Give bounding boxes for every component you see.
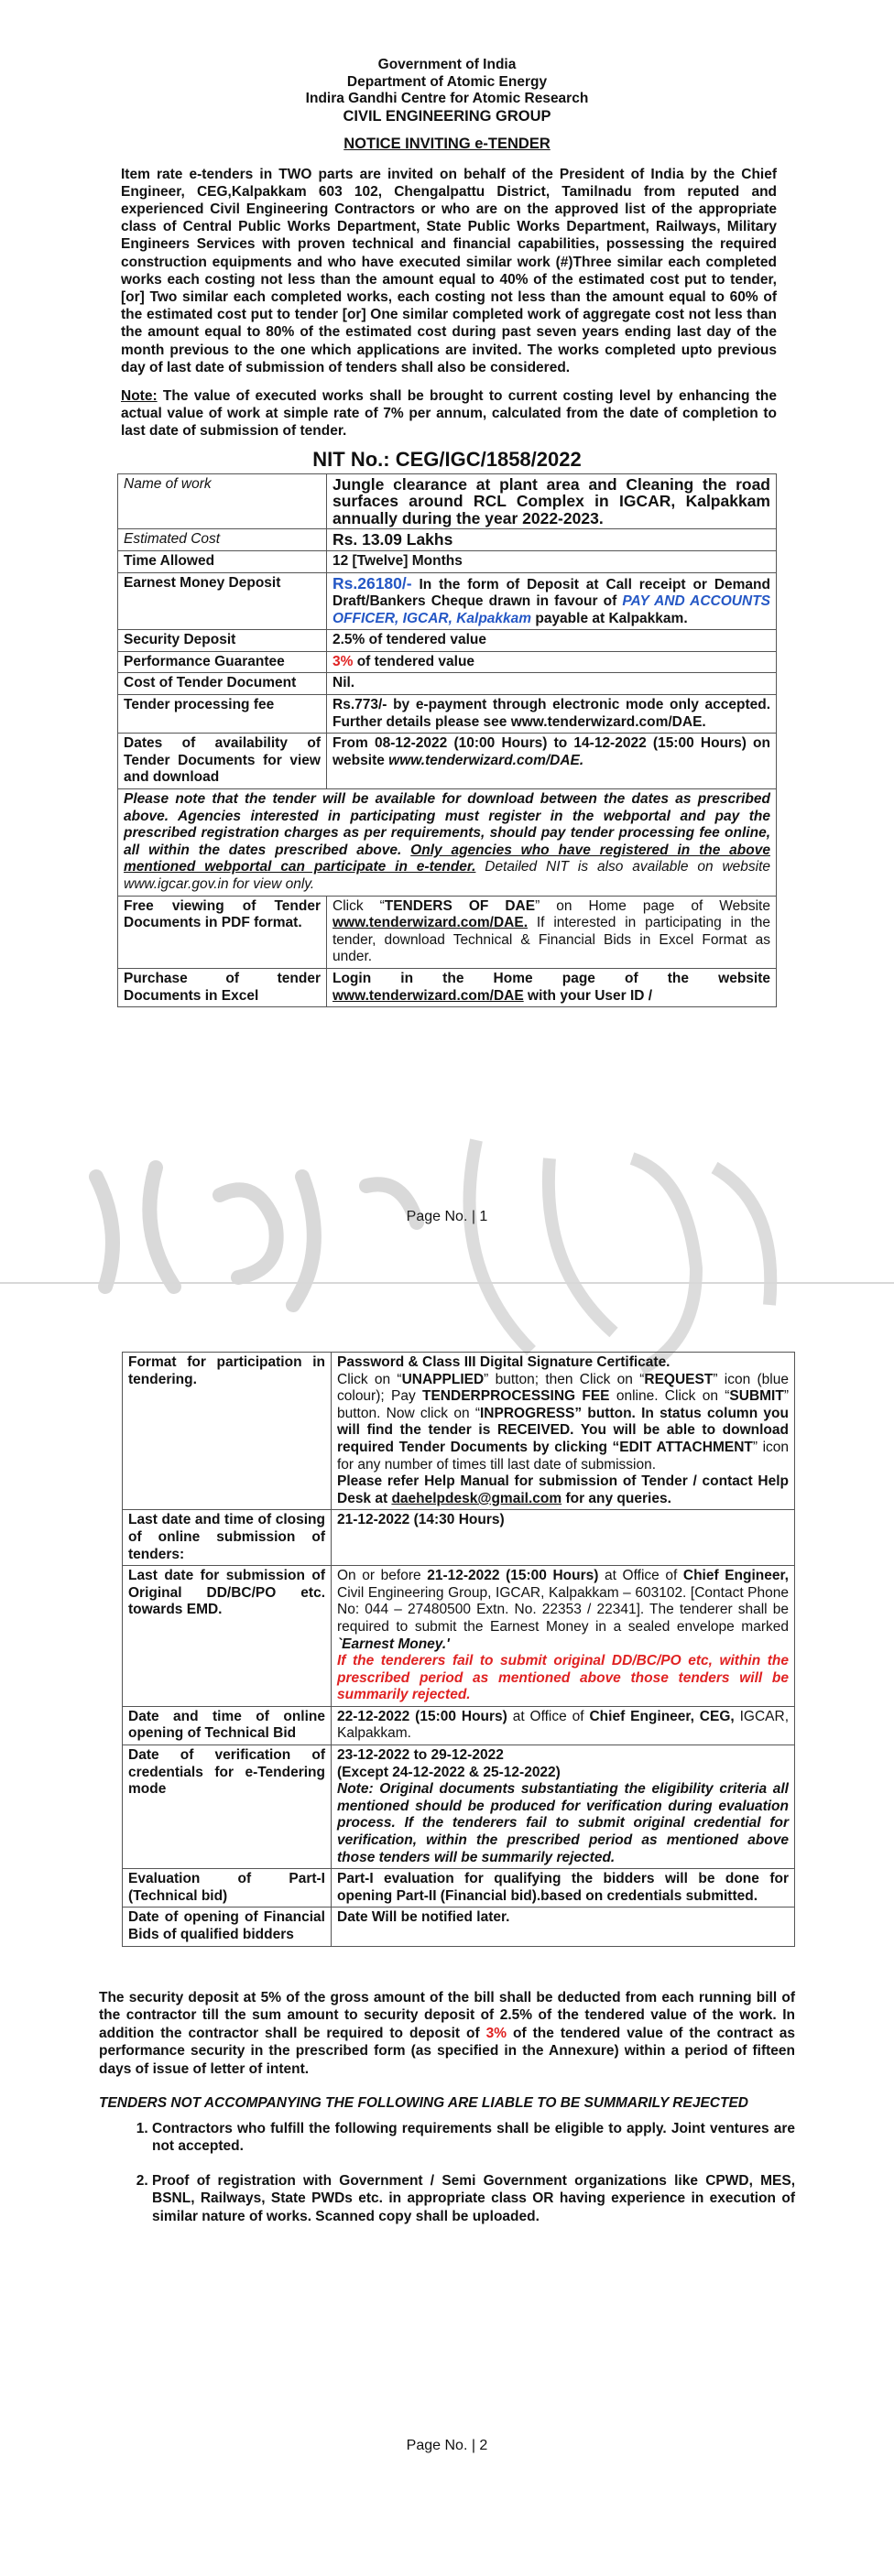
emd-amount: Rs.26180/- xyxy=(333,573,412,592)
table-row xyxy=(123,1869,795,1908)
verification-note: Note: Original documents substantiating the eligibility criteria all mentioned should be produced for verification during evaluation process. If the tenderers fail to submit original credential for verification, within the prescribed period as mentioned above those tenders will be summarily rejected. xyxy=(337,1781,789,1865)
fmt-a: Click on “ xyxy=(337,1371,402,1387)
note-paragraph xyxy=(121,387,777,440)
row-label: Date of opening of Financial Bids of qualified bidders xyxy=(123,1908,332,1946)
fmt-k: ” button. In status column you will find the tender is RECEIVED. You will be able to download required Tender Documents by clicking “ xyxy=(337,1405,789,1455)
fmt-e: ” icon (blue colour); Pay xyxy=(337,1371,789,1405)
header-line-centre: Indira Gandhi Centre for Atomic Research xyxy=(305,91,589,106)
open-a: 22-12-2022 (15:00 Hours) xyxy=(337,1708,507,1724)
row-label: Time Allowed xyxy=(118,550,327,572)
row-label: Date and time of online opening of Technical Bid xyxy=(123,1706,332,1745)
help-desk-email-link[interactable]: daehelpdesk@gmail.com xyxy=(391,1490,562,1506)
request-icon: REQUEST xyxy=(644,1371,714,1387)
sd-pct: 3% xyxy=(485,2025,507,2041)
security-deposit-value: 2.5% of tendered value xyxy=(327,630,777,652)
table-row xyxy=(123,1908,795,1946)
document-header xyxy=(117,57,777,153)
notice-text-1: Please note that the tender will be available for download between the dates as prescribed above. Agencies interested in participating must register in the webportal and pay the prescribed registration charges as per requirements, should pay tender processing fee online, all within the dates prescribed above. xyxy=(124,791,770,858)
verification-except: (Except 24-12-2022 & 25-12-2022) xyxy=(337,1764,561,1780)
free-viewing-mid: ” on Home page of Website xyxy=(535,897,770,914)
emd-text: In the form of Deposit at Call receipt or Demand Draft/Bankers Cheque drawn in favour of xyxy=(333,576,770,610)
row-label: Security Deposit xyxy=(118,630,327,652)
notice-text-2: Only agencies who have registered in the above mentioned webportal can participate in e-tender. xyxy=(124,842,770,875)
table-row xyxy=(118,529,777,551)
notice-text-3: Detailed NIT is also available on website www.igcar.gov.in for view only. xyxy=(124,859,770,893)
table-row xyxy=(123,1566,795,1707)
format-line-2 xyxy=(337,1372,789,1474)
table-row xyxy=(118,673,777,695)
table-row xyxy=(118,695,777,734)
page-divider xyxy=(0,1282,894,1284)
fmt-queries: for any queries. xyxy=(561,1490,671,1506)
table-row xyxy=(118,789,777,897)
requirements-list xyxy=(99,2120,795,2226)
dd-b: 21-12-2022 (15:00 Hours) xyxy=(427,1568,599,1584)
dd-e: Civil Engineering Group, IGCAR, Kalpakkam – 603102. [Contact Phone No: 044 – 27480500 Extn. No. 22353 / 22341]. The tenderer shall be required to submit the Earnest Money in a sealed envelope marked xyxy=(337,1584,789,1635)
dd-a: On or before xyxy=(337,1568,428,1584)
download-notice xyxy=(118,789,777,897)
time-allowed-value: 12 [Twelve] Months xyxy=(327,550,777,572)
note-label: Note: xyxy=(121,387,158,404)
name-of-work-value: Jungle clearance at plant area and Cleaning the road surfaces around RCL Complex in IGCAR, Kalpakkam annually during the year 2022-2023. xyxy=(327,473,777,529)
estimated-cost-value: Rs. 13.09 Lakhs xyxy=(327,529,777,551)
open-d: IGCAR, Kalpakkam. xyxy=(337,1708,789,1742)
table-row xyxy=(118,630,777,652)
submit-button: SUBMIT xyxy=(729,1388,784,1405)
closing-value: 21-12-2022 (14:30 Hours) xyxy=(332,1510,795,1566)
header-line-government: Government of India xyxy=(377,57,517,72)
availability-value xyxy=(327,734,777,789)
row-label: Evaluation of Part-I (Technical bid) xyxy=(123,1869,332,1908)
performance-guarantee-value xyxy=(327,651,777,673)
opening-value xyxy=(332,1706,795,1745)
row-label: Cost of Tender Document xyxy=(118,673,327,695)
open-b: at Office of xyxy=(507,1708,590,1724)
open-c: Chief Engineer, CEG, xyxy=(589,1708,735,1724)
table-row xyxy=(123,1706,795,1745)
header-line-group: CIVIL ENGINEERING GROUP xyxy=(343,107,551,125)
list-item: 1. Contractors who fulfill the following requirements shall be eligible to apply. Joint ventures are not accepted. xyxy=(152,2120,795,2156)
verification-dates: 23-12-2022 to 29-12-2022 xyxy=(337,1747,504,1764)
original-dd-value xyxy=(332,1566,795,1707)
intro-paragraph: Item rate e-tenders in TWO parts are invited on behalf of the President of India by the Chief Engineer, CEG,Kalpakkam 603 102, Chengalpattu District, Tamilnadu from reputed and experienced Civil Engineering Contractors or who are on the approved list of the appropriate class of Central Public Works Department, State Public Works Department, Railways, Military Engineers Services with proven technical and financial capabilities, possessing the required construction equipments and who have executed similar work (#)Three similar each completed works each costing not less than the amount equal to 40% of the estimated cost put to tender, [or] Two similar each completed works, each costing not less than the amount equal to 60% of the estimated cost put to tender [or] One similar completed work of aggregate cost not less than the amount equal to 80% of the estimated cost during past seven years ending last day of the month previous to the one which applications are invited. The works completed upto previous day of last date of submission of tenders shall also be considered. xyxy=(121,166,777,375)
purchase-value xyxy=(327,968,777,1006)
processing-fee-value: Rs.773/- by e-payment through electronic mode only accepted. Further details please see www.tenderwizard.com/DAE. xyxy=(327,695,777,734)
row-label: Name of work xyxy=(118,473,327,529)
performance-guarantee-text: of tendered value xyxy=(353,653,475,669)
row-label: Last date and time of closing of online submission of tenders: xyxy=(123,1510,332,1566)
table-row xyxy=(118,473,777,529)
table-row xyxy=(123,1353,795,1510)
dd-c: at Office of xyxy=(598,1568,683,1584)
dd-d: Chief Engineer, xyxy=(682,1568,789,1584)
row-label: Free viewing of Tender Documents in PDF format. xyxy=(118,896,327,968)
unapplied-button: UNAPPLIED xyxy=(401,1371,485,1387)
rejection-heading: TENDERS NOT ACCOMPANYING THE FOLLOWING ARE LIABLE TO BE SUMMARILY REJECTED xyxy=(99,2095,748,2112)
format-line-1: Password & Class III Digital Signature Certificate. xyxy=(337,1354,670,1370)
header-line-department: Department of Atomic Energy xyxy=(346,73,548,90)
evaluation-value: Part-I evaluation for qualifying the bidders will be done for opening Part-II (Financial bid).based on credentials submitted. xyxy=(332,1869,795,1908)
cost-of-document-value: Nil. xyxy=(327,673,777,695)
table-row xyxy=(123,1745,795,1869)
page-number: Page No. | 2 xyxy=(406,2438,488,2453)
fmt-i: ” button. Now click on “ xyxy=(337,1388,789,1421)
fmt-c: ” button; then Click on “ xyxy=(484,1371,645,1387)
availability-text: From 08-12-2022 (10:00 Hours) to 14-12-2022 (15:00 Hours) on website xyxy=(333,735,770,768)
format-value xyxy=(332,1353,795,1510)
dd-f: `Earnest Money.' xyxy=(337,1636,450,1652)
notice-title: NOTICE INVITING e-TENDER xyxy=(343,136,551,152)
fmt-help: Please refer Help Manual for submission of Tender / contact Help Desk at xyxy=(337,1473,789,1506)
performance-guarantee-percent: 3% xyxy=(333,653,354,669)
availability-site: www.tenderwizard.com/DAE. xyxy=(388,752,584,768)
free-viewing-post: If interested in participating in the tender, download Technical & Financial Bids in Excel Format as under. xyxy=(333,915,770,965)
tender-details-table-continued xyxy=(122,1352,795,1947)
dd-warning: If the tenderers fail to submit original DD/BC/PO etc, within the prescribed period as mentioned above those tenders will be summarily rejected. xyxy=(337,1653,789,1703)
table-row xyxy=(118,651,777,673)
row-label: Dates of availability of Tender Documents for view and download xyxy=(118,734,327,789)
tenderwizard-link[interactable]: www.tenderwizard.com/DAE. xyxy=(333,915,529,931)
nit-number: NIT No.: CEG/IGC/1858/2022 xyxy=(312,447,582,471)
note-text: The value of executed works shall be brought to current costing level by enhancing the actual value of work at simple rate of 7% per annum, calculated from the date of completion to last date of submission of tender. xyxy=(121,387,777,440)
table-row xyxy=(118,968,777,1006)
edit-attachment-icon: EDIT ATTACHMENT xyxy=(619,1439,753,1455)
tender-details-table xyxy=(117,473,777,1008)
emd-payee: PAY AND ACCOUNTS OFFICER, IGCAR, Kalpakkam xyxy=(333,593,770,626)
financial-value: Date Will be notified later. xyxy=(332,1908,795,1946)
inprogress-button: INPROGRESS xyxy=(479,1405,575,1421)
format-line-3 xyxy=(337,1473,789,1507)
table-row xyxy=(118,550,777,572)
row-label: Format for participation in tendering. xyxy=(123,1353,332,1510)
row-label: Last date for submission of Original DD/BC/PO etc. towards EMD. xyxy=(123,1566,332,1707)
row-label: Tender processing fee xyxy=(118,695,327,734)
page-1 xyxy=(0,0,894,1277)
processing-fee-label: TENDERPROCESSING FEE xyxy=(422,1388,610,1405)
sd-b: of the tendered value of the contract as performance security in the prescribed form (as specified in the Annexure) within a period of fifteen days of issue of letter of intent. xyxy=(99,2025,795,2077)
tenderwizard-link[interactable]: www.tenderwizard.com/DAE xyxy=(333,987,524,1004)
tenders-of-dae-link[interactable]: TENDERS OF DAE xyxy=(384,897,536,914)
row-label: Performance Guarantee xyxy=(118,651,327,673)
verification-value xyxy=(332,1745,795,1869)
table-row xyxy=(118,734,777,789)
list-item: 2. Proof of registration with Government / Semi Government organizations like CPWD, MES, BSNL, Railways, State PWDs etc. in appropriate class OR having experience in execution of similar nature of works. Scanned copy shall be uploaded. xyxy=(152,2172,795,2226)
free-viewing-value xyxy=(327,896,777,968)
emd-value xyxy=(327,572,777,630)
fmt-m: ” icon for any number of times till last date of submission. xyxy=(337,1439,790,1473)
row-label: Purchase of tender Documents in Excel xyxy=(118,968,327,1006)
emd-tail: payable at Kalpakkam. xyxy=(531,610,688,626)
row-label: Date of verification of credentials for e-Tendering mode xyxy=(123,1745,332,1869)
security-deposit-paragraph xyxy=(99,1989,795,2079)
purchase-pre: Login in the Home page of the website xyxy=(333,970,770,986)
table-row xyxy=(118,896,777,968)
page-2 xyxy=(0,1319,894,2576)
page-number: Page No. | 1 xyxy=(406,1209,488,1224)
table-row xyxy=(118,572,777,630)
fmt-g: online. Click on “ xyxy=(609,1388,730,1405)
purchase-post: with your User ID / xyxy=(523,987,653,1004)
free-viewing-pre: Click “ xyxy=(333,897,385,914)
row-label: Earnest Money Deposit xyxy=(118,572,327,630)
sd-a: The security deposit at 5% of the gross amount of the bill shall be deducted from each running bill of the contractor till the sum amount to security deposit of 2.5% of the tendered value of the work. In addition the contractor shall be required to deposit of xyxy=(99,1989,795,2041)
table-row xyxy=(123,1510,795,1566)
row-label: Estimated Cost xyxy=(118,529,327,551)
